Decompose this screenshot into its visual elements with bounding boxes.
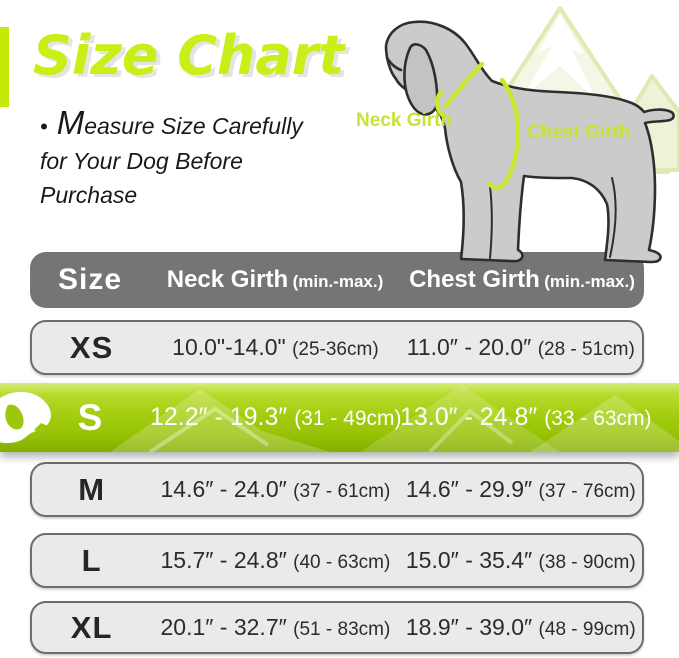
header-size: Size bbox=[57, 263, 123, 296]
chest-value: 14.6″ - 29.9″ (37 - 76cm) bbox=[405, 476, 636, 502]
neck-value: 12.2″ - 19.3″ (31 - 49cm) bbox=[150, 403, 402, 431]
size-label: XS bbox=[69, 329, 114, 365]
intro-note bbox=[40, 106, 350, 212]
size-label: M bbox=[78, 471, 106, 507]
intro-line-2: for Your Dog Before bbox=[40, 148, 243, 174]
chest-value: 13.0″ - 24.8″ (33 - 63cm) bbox=[400, 403, 652, 431]
chest-value: 18.9″ - 39.0″ (48 - 99cm) bbox=[405, 614, 636, 640]
chest-value: 15.0″ - 35.4″ (38 - 90cm) bbox=[405, 547, 636, 573]
table-row-l bbox=[30, 533, 644, 588]
neck-value: 14.6″ - 24.0″ (37 - 61cm) bbox=[160, 476, 391, 502]
dog-measurement-diagram bbox=[330, 0, 679, 316]
bullet-icon: • bbox=[40, 114, 48, 139]
neck-girth-label: Neck Girth bbox=[356, 110, 453, 131]
header-neck-girth: Neck Girth (min.-max.) bbox=[166, 266, 384, 293]
dog-head-icon bbox=[0, 387, 62, 449]
title-accent-bar bbox=[0, 27, 9, 107]
size-label: XL bbox=[70, 609, 113, 645]
table-row-xl bbox=[30, 601, 644, 654]
table-row-m bbox=[30, 462, 644, 517]
size-label: L bbox=[81, 542, 102, 578]
size-label: S bbox=[77, 396, 103, 438]
table-row-s-highlighted bbox=[0, 383, 679, 452]
table-row-xs bbox=[30, 320, 644, 375]
header-chest-girth: Chest Girth (min.-max.) bbox=[409, 266, 635, 293]
page-title: Size Chart bbox=[33, 24, 345, 87]
neck-value: 15.7″ - 24.8″ (40 - 63cm) bbox=[160, 547, 391, 573]
neck-value: 10.0"-14.0" (25-36cm) bbox=[172, 334, 379, 360]
chest-value: 11.0″ - 20.0″ (28 - 51cm) bbox=[406, 334, 635, 360]
neck-value: 20.1″ - 32.7″ (51 - 83cm) bbox=[160, 614, 391, 640]
intro-line-3: Purchase bbox=[40, 182, 138, 208]
chest-girth-label: Chest Girth bbox=[527, 122, 631, 143]
intro-line-1: • Measure Size Carefully bbox=[40, 104, 303, 141]
